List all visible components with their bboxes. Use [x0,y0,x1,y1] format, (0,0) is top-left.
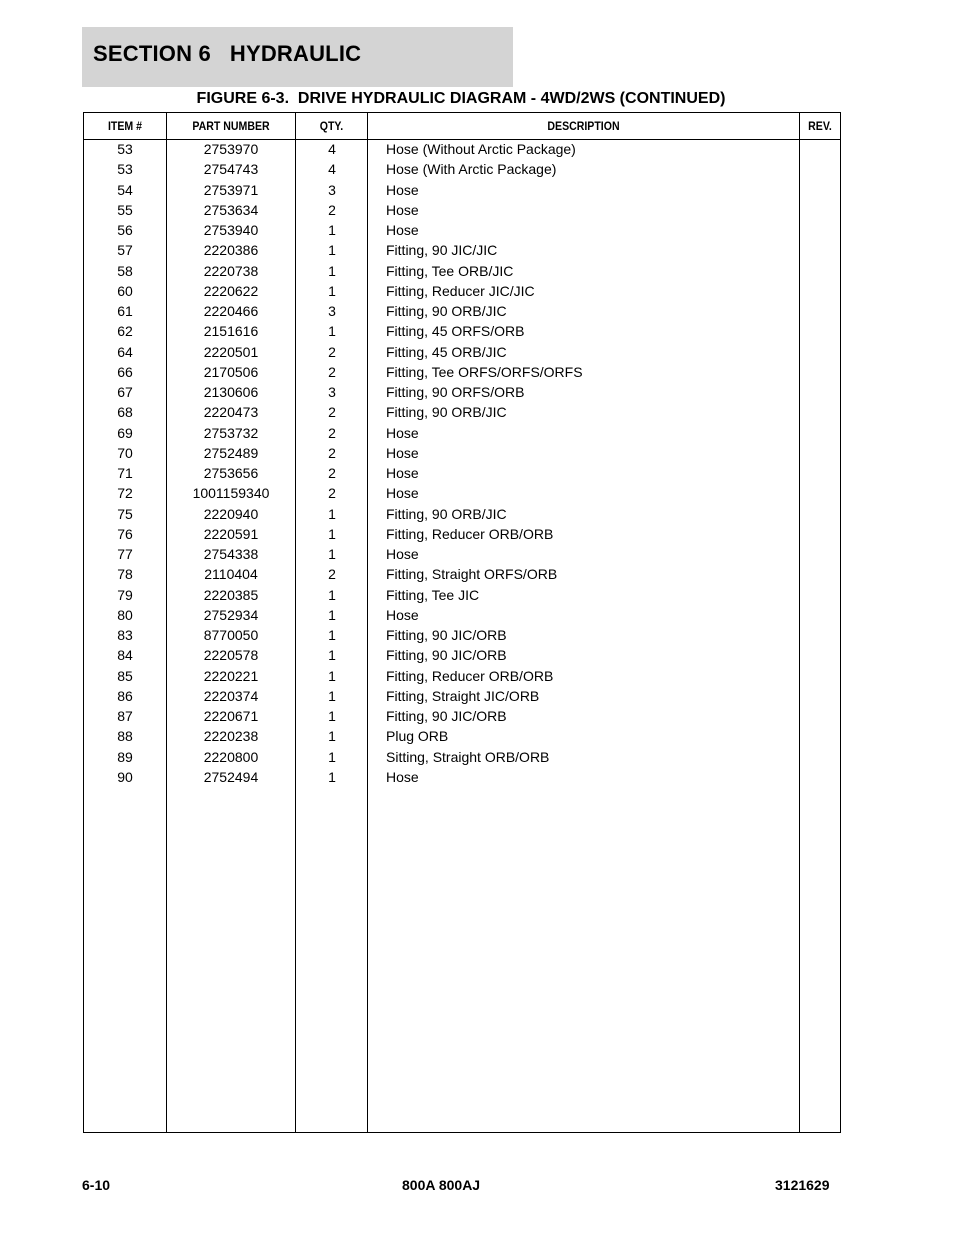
table-row [84,222,840,242]
table-row [84,404,840,424]
table-row [84,445,840,465]
part-number-cell: 2220221 [203,667,259,684]
part-number-cell: 2110404 [204,566,258,583]
description-cell: Fitting, Straight ORFS/ORB [386,566,558,583]
quantity-cell: 1 [328,323,336,340]
item-number-cell: 58 [117,262,133,279]
table-row [84,506,840,526]
quantity-cell: 1 [328,586,336,603]
item-number-cell: 87 [117,708,133,724]
item-number-cell: 69 [117,424,133,441]
item-number-cell: 90 [117,768,133,785]
table-row [84,161,840,181]
quantity-cell: 1 [328,546,336,562]
part-number-cell: 2220671 [203,708,259,724]
description-cell: Fitting, 90 JIC/ORB [386,627,507,643]
description-cell: Plug ORB [386,728,449,745]
quantity-cell: 3 [328,181,336,198]
part-number-cell: 2754338 [203,546,259,562]
description-cell: Fitting, Tee JIC [386,586,480,603]
description-cell: Fitting, Straight JIC/ORB [386,687,540,704]
description-cell: Sitting, Straight ORB/ORB [386,748,550,765]
column-header-description: DESCRIPTION [547,119,620,133]
part-number-cell: 2170506 [203,363,259,380]
quantity-cell: 3 [328,384,336,400]
part-number-cell: 2753634 [203,201,259,218]
quantity-cell: 1 [328,667,336,684]
item-number-cell: 88 [117,728,133,745]
quantity-cell: 4 [328,161,336,178]
table-row [84,587,840,607]
quantity-cell: 1 [328,222,336,238]
description-cell: Hose [386,222,419,238]
description-cell: Hose [386,201,419,218]
part-number-cell: 2754743 [203,161,259,178]
description-cell: Fitting, 90 ORFS/ORB [386,384,525,400]
part-number-cell: 8770050 [203,627,259,643]
quantity-cell: 1 [328,606,336,623]
description-cell: Hose [386,768,419,785]
table-row [84,728,840,748]
description-cell: Fitting, 45 ORFS/ORB [386,323,525,340]
quantity-cell: 2 [328,343,336,360]
description-cell: Fitting, 90 ORB/JIC [386,303,507,319]
quantity-cell: 2 [328,485,336,502]
part-number-cell: 2753940 [203,222,259,238]
quantity-cell: 4 [328,141,336,157]
table-row [84,526,840,546]
item-number-cell: 79 [117,586,133,603]
table-row [84,647,840,667]
item-number-cell: 80 [117,606,133,623]
quantity-cell: 2 [328,201,336,218]
item-number-cell: 71 [117,465,133,481]
item-number-cell: 70 [117,444,133,461]
table-row [84,323,840,343]
table-row [84,141,840,161]
table-row [84,384,840,404]
table-row [84,749,840,769]
quantity-cell: 2 [328,444,336,461]
part-number-cell: 2220738 [203,262,259,279]
table-row [84,263,840,283]
part-number-cell: 2220386 [203,242,259,259]
description-cell: Hose [386,606,419,623]
item-number-cell: 62 [117,323,133,340]
table-body [84,141,840,789]
description-cell: Hose [386,181,419,198]
part-number-cell: 2220501 [203,343,259,360]
item-number-cell: 84 [117,647,133,664]
quantity-cell: 2 [328,566,336,583]
part-number-cell: 2151616 [203,323,259,340]
part-number-cell: 2220466 [203,303,259,319]
description-cell: Hose [386,465,419,481]
table-row [84,668,840,688]
item-number-cell: 86 [117,687,133,704]
table-row [84,708,840,728]
item-number-cell: 53 [117,141,133,157]
column-header-qty: QTY. [319,119,344,133]
part-number-cell: 2752489 [203,444,259,461]
quantity-cell: 1 [328,242,336,259]
table-header [84,113,840,140]
quantity-cell: 1 [328,627,336,643]
table-row [84,769,840,789]
item-number-cell: 67 [117,384,133,400]
description-cell: Fitting, Reducer ORB/ORB [386,667,554,684]
quantity-cell: 1 [328,647,336,664]
quantity-cell: 1 [328,728,336,745]
item-number-cell: 61 [117,303,133,319]
part-number-cell: 2220622 [203,282,259,299]
item-number-cell: 54 [117,181,133,198]
table-row [84,566,840,586]
item-number-cell: 57 [117,242,133,259]
quantity-cell: 1 [328,708,336,724]
quantity-cell: 3 [328,303,336,319]
item-number-cell: 78 [117,566,133,583]
item-number-cell: 75 [117,505,133,522]
parts-table [83,112,841,1133]
table-row [84,364,840,384]
item-number-cell: 56 [117,222,133,238]
part-number-cell: 2220473 [203,404,259,421]
part-number-cell: 2130606 [203,384,259,400]
quantity-cell: 2 [328,424,336,441]
part-number-cell: 2220940 [203,505,259,522]
table-row [84,607,840,627]
figure-title: FIGURE 6-3. DRIVE HYDRAULIC DIAGRAM - 4WD/2WS (CONTINUED) [196,90,726,107]
quantity-cell: 1 [328,768,336,785]
description-cell: Hose [386,485,419,502]
part-number-cell: 2220238 [203,728,259,745]
description-cell: Hose [386,424,419,441]
description-cell: Fitting, Reducer JIC/JIC [386,282,535,299]
part-number-cell: 2753732 [203,424,259,441]
description-cell: Hose (Without Arctic Package) [386,141,576,157]
item-number-cell: 89 [117,748,133,765]
item-number-cell: 55 [117,201,133,218]
description-cell: Hose [386,546,419,562]
part-number-cell: 2220591 [203,525,259,542]
item-number-cell: 83 [117,627,133,643]
description-cell: Fitting, Tee ORFS/ORFS/ORFS [386,363,583,380]
table-row [84,465,840,485]
item-number-cell: 72 [117,485,133,502]
section-title: SECTION 6 HYDRAULIC [93,41,362,66]
column-header-part-number: PART NUMBER [192,119,270,133]
description-cell: Fitting, 90 ORB/JIC [386,505,507,522]
quantity-cell: 2 [328,465,336,481]
part-number-cell: 2753971 [203,181,259,198]
part-number-cell: 1001159340 [192,485,270,502]
quantity-cell: 1 [328,525,336,542]
description-cell: Hose [386,444,419,461]
description-cell: Fitting, 90 ORB/JIC [386,404,507,421]
item-number-cell: 60 [117,282,133,299]
part-number-cell: 2220385 [203,586,259,603]
table-row [84,688,840,708]
description-cell: Fitting, 90 JIC/JIC [386,242,498,259]
table-row [84,202,840,222]
item-number-cell: 77 [117,546,133,562]
table-row [84,303,840,323]
description-cell: Fitting, Tee ORB/JIC [386,262,514,279]
model-name: 800A 800AJ [402,1177,481,1193]
description-cell: Fitting, 90 JIC/ORB [386,708,507,724]
column-header-item: ITEM # [107,119,143,133]
quantity-cell: 1 [328,687,336,704]
part-number-cell: 2220578 [203,647,259,664]
quantity-cell: 2 [328,404,336,421]
part-number-cell: 2752934 [203,606,259,623]
table-row [84,627,840,647]
item-number-cell: 76 [117,525,133,542]
item-number-cell: 64 [117,343,133,360]
column-header-rev: REV. [808,119,832,133]
item-number-cell: 68 [117,404,133,421]
document-number: 3121629 [775,1177,830,1193]
description-cell: Hose (With Arctic Package) [386,161,557,178]
section-banner [82,27,513,87]
part-number-cell: 2753656 [203,465,259,481]
item-number-cell: 85 [117,667,133,684]
table-row [84,182,840,202]
table-row [84,344,840,364]
table-row [84,546,840,566]
quantity-cell: 2 [328,363,336,380]
quantity-cell: 1 [328,748,336,765]
description-cell: Fitting, Reducer ORB/ORB [386,525,554,542]
quantity-cell: 1 [328,505,336,522]
part-number-cell: 2752494 [203,768,259,785]
quantity-cell: 1 [328,262,336,279]
table-row [84,485,840,505]
item-number-cell: 66 [117,363,133,380]
description-cell: Fitting, 45 ORB/JIC [386,343,507,360]
part-number-cell: 2220374 [203,687,259,704]
table-row [84,425,840,445]
part-number-cell: 2220800 [203,748,259,765]
description-cell: Fitting, 90 JIC/ORB [386,647,507,664]
item-number-cell: 53 [117,161,133,178]
table-row [84,242,840,262]
part-number-cell: 2753970 [203,141,259,157]
quantity-cell: 1 [328,282,336,299]
page-number: 6-10 [82,1177,111,1193]
table-row [84,283,840,303]
